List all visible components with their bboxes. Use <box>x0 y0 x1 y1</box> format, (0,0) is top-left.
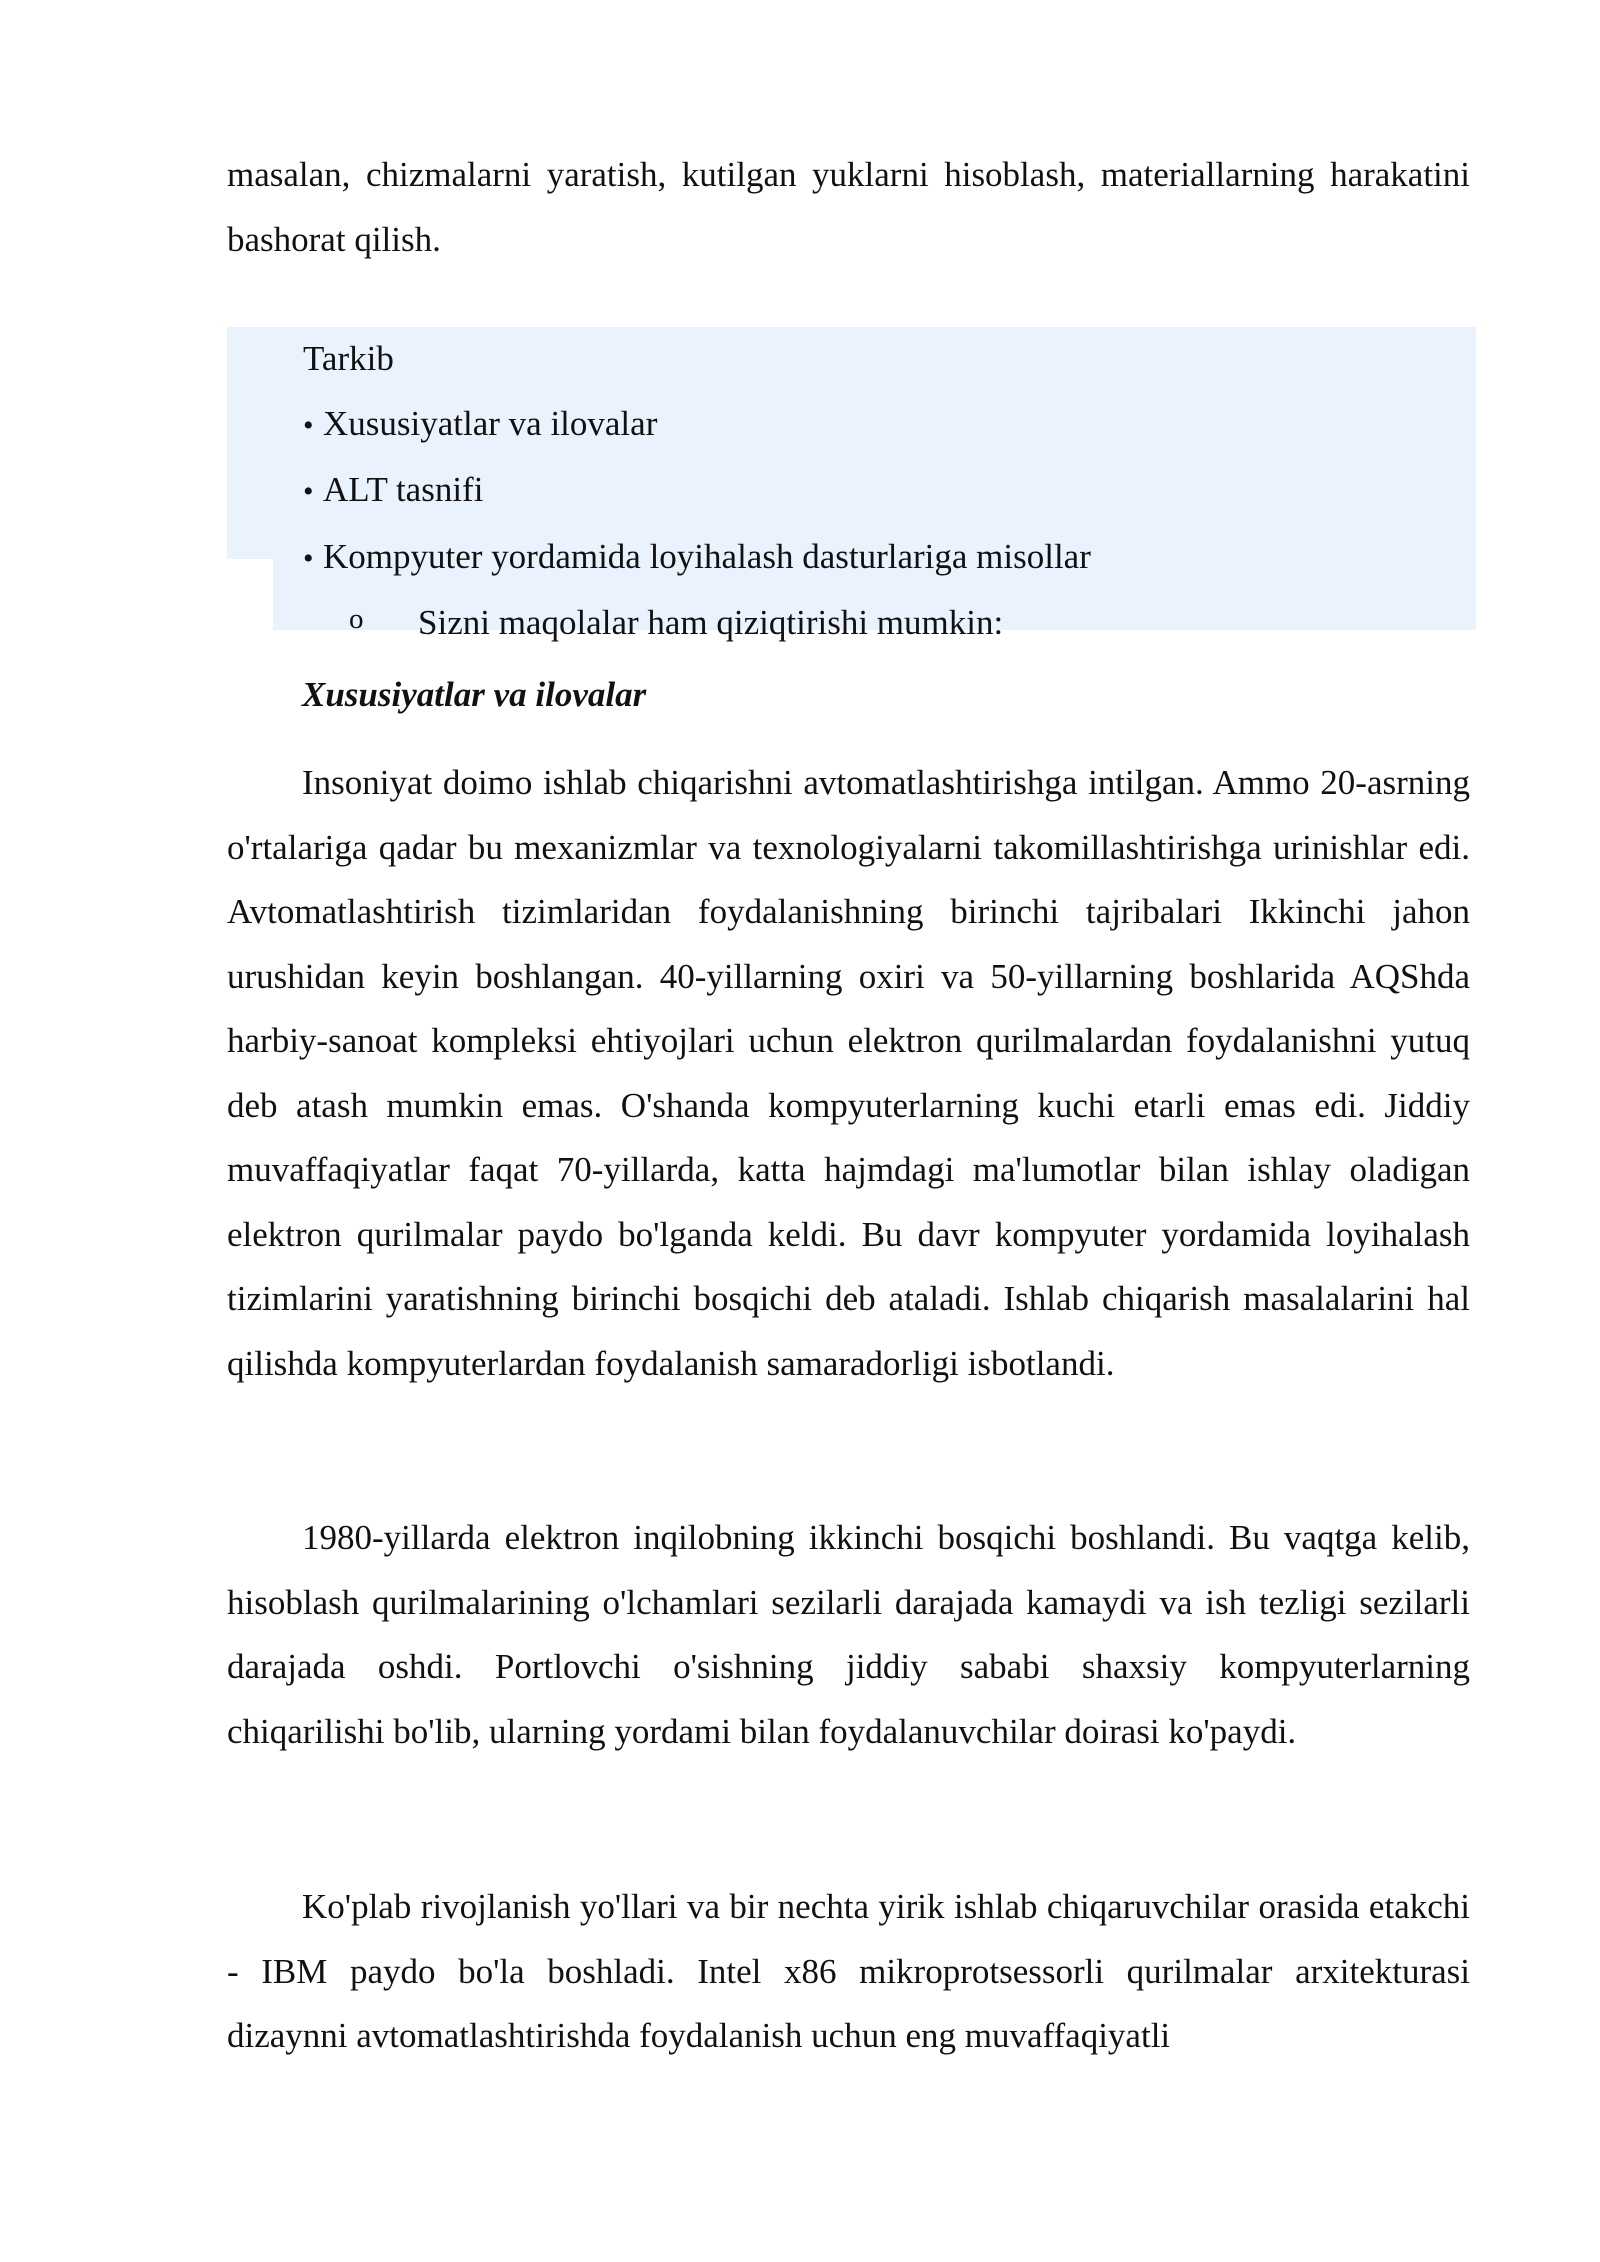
toc-sub-item-label: Sizni maqolalar ham qiziqtirishi mumkin: <box>418 603 1004 642</box>
section-heading: Xususiyatlar va ilovalar <box>302 675 647 714</box>
body-paragraph: Insoniyat doimo ishlab chiqarishni avtomatlashtirishga intilgan. Ammo 20-asrning o'rtalariga qadar bu mexanizmlar va texnologiyalarni takomillashtirishga urinishlar edi. Avtomatlashtirish tizimlaridan foydalanishning birinchi tajribalari Ikkinchi jahon urushidan keyin boshlangan. 40-yillarning oxiri va 50-yillarning boshlarida AQShda harbiy-sanoat kompleksi ehtiyojlari uchun elektron qurilmalardan foydalanishni yutuq deb atash mumkin emas. O'shanda kompyuterlarning kuchi etarli emas edi. Jiddiy muvaffaqiyatlar faqat 70-yillarda, katta hajmdagi ma'lumotlar bilan ishlay oladigan elektron qurilmalar paydo bo'lganda keldi. Bu davr kompyuter yordamida loyihalash tizimlarini yaratishning birinchi bosqichi deb ataladi. Ishlab chiqarish masalalarini hal qilishda kompyuterlardan foydalanish samaradorligi isbotlandi. <box>227 763 1470 1383</box>
toc-item[interactable] <box>303 392 1463 459</box>
toc-item-label: Kompyuter yordamida loyihalash dasturlariga misollar <box>323 536 1091 576</box>
circle-bullet-icon: o <box>349 603 364 635</box>
bullet-icon: • <box>303 541 314 575</box>
toc-sub-item[interactable] <box>303 591 1463 656</box>
intro-paragraph: masalan, chizmalarni yaratish, kutilgan yuklarni hisoblash, materiallarning harakatini bashorat qilish. <box>227 155 1470 259</box>
toc-title: Tarkib <box>303 339 394 378</box>
table-of-contents <box>227 327 1476 642</box>
bullet-icon: • <box>303 408 314 442</box>
toc-item[interactable] <box>303 458 1463 525</box>
toc-item-label: ALT tasnifi <box>323 470 484 509</box>
toc-item[interactable] <box>303 525 1463 592</box>
body-paragraph: 1980-yillarda elektron inqilobning ikkinchi bosqichi boshlandi. Bu vaqtga kelib, hisoblash qurilmalarining o'lchamlari sezilarli darajada kamaydi va ish tezligi sezilarli darajada oshdi. Portlovchi o'sishning jiddiy sababi shaxsiy kompyuterlarning chiqarilishi bo'lib, ularning yordami bilan foydalanuvchilar doirasi ko'paydi. <box>227 1518 1470 1751</box>
body-paragraph: Ko'plab rivojlanish yo'llari va bir nechta yirik ishlab chiqaruvchilar orasida etakchi - IBM paydo bo'la boshladi. Intel x86 mikroprotsessorli qurilmalar arxitekturasi dizaynni avtomatlashtirishda foydalanish uchun eng muvaffaqiyatli <box>227 1887 1470 2055</box>
toc-item-label: Xususiyatlar va ilovalar <box>323 403 658 443</box>
bullet-icon: • <box>303 475 314 508</box>
